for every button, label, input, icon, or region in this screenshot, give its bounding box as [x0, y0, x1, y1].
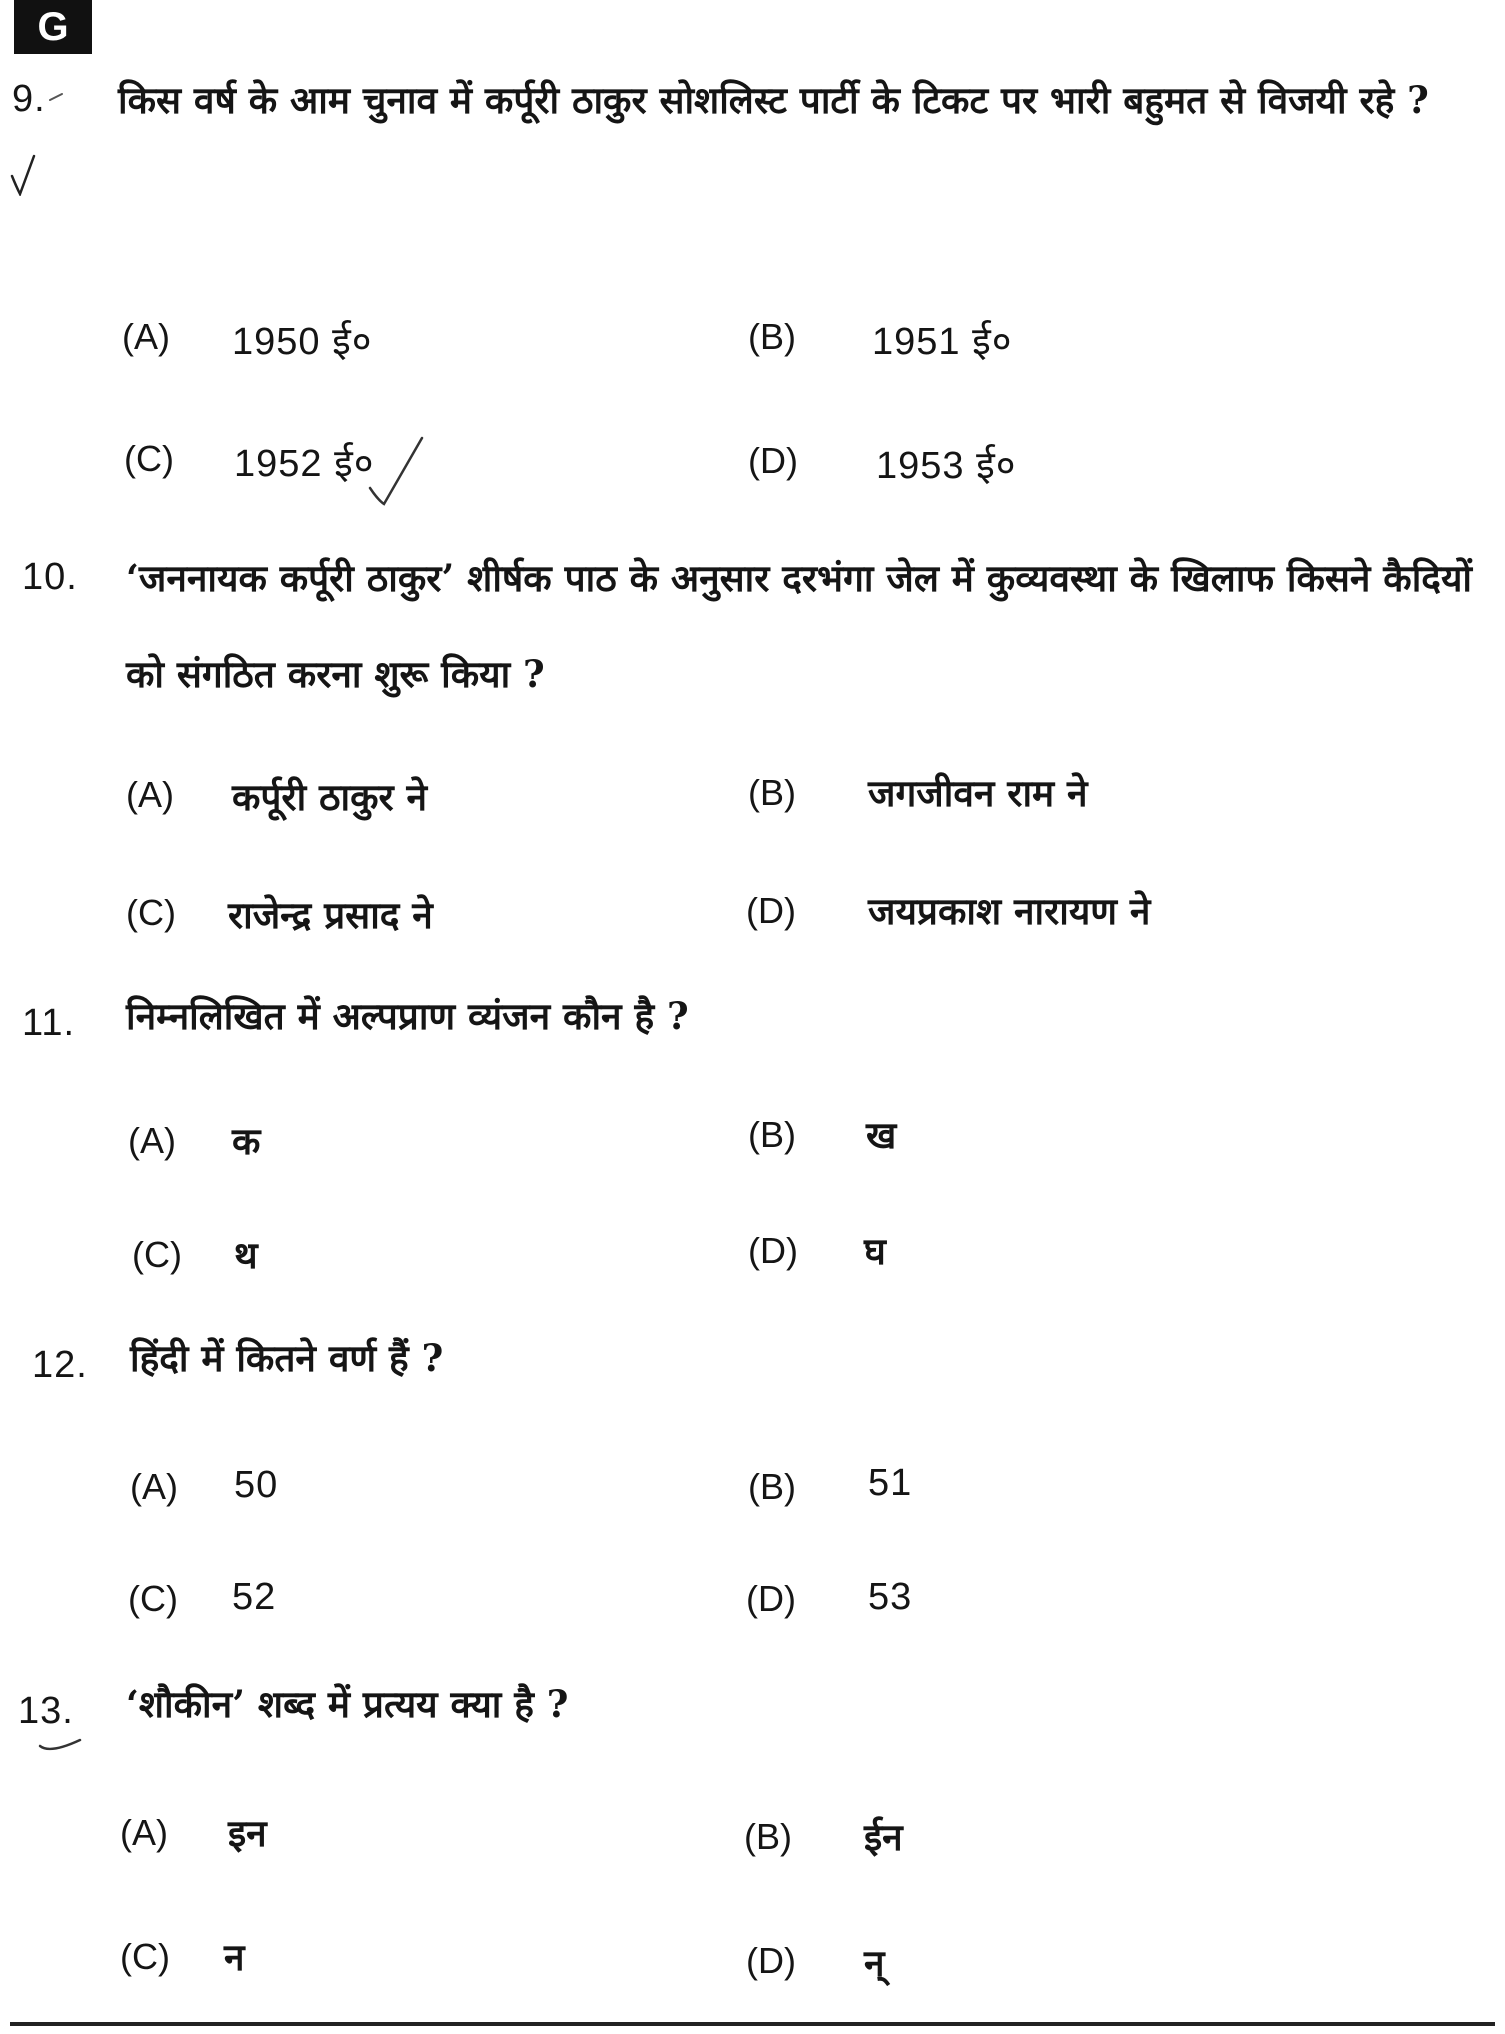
- option-text: न: [224, 1935, 245, 1979]
- question-text: ‘शौकीन’ शब्द में प्रत्यय क्या है ?: [126, 1682, 569, 1726]
- option-label: (D): [746, 1940, 796, 1981]
- question-number: 12.: [32, 1344, 88, 1386]
- question-text: निम्नलिखित में अल्पप्राण व्यंजन कौन है ?: [126, 994, 689, 1038]
- option-label: (A): [128, 1120, 176, 1161]
- page-bottom-rule: [10, 2022, 1495, 2026]
- option-text: 1952 ई०: [234, 443, 375, 485]
- option-text: जयप्रकाश नारायण ने: [868, 889, 1151, 933]
- set-badge: G: [14, 0, 92, 54]
- option-label: (C): [120, 1936, 170, 1977]
- option-label: (D): [746, 1578, 796, 1619]
- option-label: (A): [130, 1466, 178, 1507]
- option-text: 50: [234, 1464, 279, 1506]
- option-label: (C): [128, 1578, 178, 1619]
- option-text: ख: [866, 1113, 897, 1157]
- option-text: क: [232, 1119, 261, 1163]
- option-text: 1953 ई०: [876, 445, 1017, 487]
- option-text: 51: [868, 1462, 913, 1504]
- option-text: कर्पूरी ठाकुर ने: [232, 775, 428, 819]
- option-label: (C): [126, 892, 176, 933]
- question-text: ‘जननायक कर्पूरी ठाकुर’ शीर्षक पाठ के अनुसार दरभंगा जेल में कुव्यवस्था के खिलाफ किसने कैदियों को संगठित करना शुरू किया ?: [126, 556, 1472, 696]
- handwritten-tick-icon: [36, 1736, 86, 1760]
- option-text: 1950 ई०: [232, 321, 373, 363]
- option-label: (B): [744, 1816, 792, 1857]
- option-label: (B): [748, 772, 796, 813]
- option-label: (B): [748, 1114, 796, 1155]
- option-text: इन: [228, 1811, 267, 1855]
- option-text: थ: [234, 1233, 258, 1277]
- question-number: 13.: [18, 1690, 74, 1732]
- question-number: 11.: [22, 1002, 76, 1044]
- question-number: 10.: [22, 556, 78, 598]
- option-text: 1951 ई०: [872, 321, 1013, 363]
- option-text: जगजीवन राम ने: [868, 771, 1088, 815]
- option-label: (C): [132, 1234, 182, 1275]
- option-label: (D): [748, 1230, 798, 1271]
- question-number: 9.: [12, 78, 46, 120]
- option-label: (D): [748, 440, 798, 481]
- option-label: (B): [748, 316, 796, 357]
- option-text: 52: [232, 1576, 277, 1618]
- option-label: (B): [748, 1466, 796, 1507]
- option-text: न्: [864, 1941, 885, 1985]
- option-label: (A): [122, 316, 170, 357]
- option-label: (A): [126, 774, 174, 815]
- option-text: घ: [864, 1229, 886, 1273]
- option-label: (C): [124, 438, 174, 479]
- option-label: (D): [746, 890, 796, 931]
- option-text: ईन: [864, 1815, 903, 1859]
- option-text: 53: [868, 1576, 913, 1618]
- question-text: हिंदी में कितने वर्ण हैं ?: [130, 1336, 444, 1380]
- option-text: राजेन्द्र प्रसाद ने: [228, 893, 433, 937]
- option-label: (A): [120, 1812, 168, 1853]
- question-text: किस वर्ष के आम चुनाव में कर्पूरी ठाकुर सोशलिस्ट पार्टी के टिकट पर भारी बहुमत से विजयी रहे ?: [118, 78, 1429, 122]
